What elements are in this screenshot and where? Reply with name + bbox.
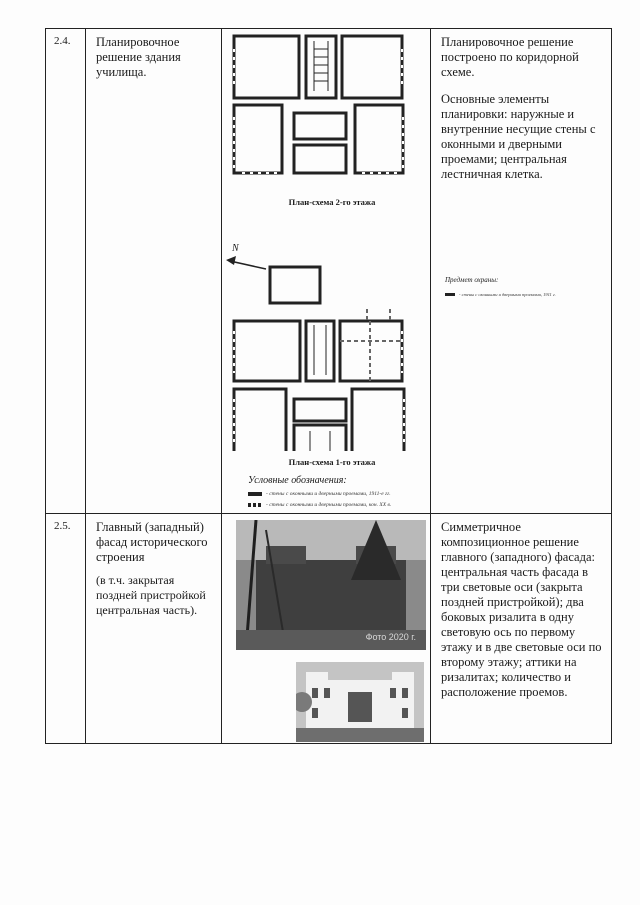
legend-item-2 — [248, 502, 391, 508]
facade-historic-photo — [296, 662, 424, 742]
protection-table — [45, 28, 612, 744]
dashed-wall-swatch — [248, 503, 262, 507]
second-floor-plan — [222, 29, 431, 204]
facade-photo-2020 — [236, 520, 426, 650]
row-title — [86, 514, 222, 744]
protection-swatch — [445, 293, 455, 296]
facade-photo-drawing — [236, 520, 426, 650]
legend-item-1-label: - стены с оконными и дверными проемами, 1911-е гг. — [266, 491, 391, 497]
legend-item-1 — [248, 491, 391, 497]
row-description: Симметричное композиционное решение главного (западного) фасада: центральная часть фасада в три световые оси (закрыта поздней пристройкой); два боковых ризалита в одну световую ось по первому этажу и в две световые оси по второму этажу; аттики на ризалитах; количество и расположение проемов. — [431, 514, 612, 744]
legend-item-2-label: - стены с оконными и дверными проемами, кон. XX в. — [266, 502, 392, 508]
plan2-caption: План-схема 2-го этажа — [288, 197, 376, 207]
photo-caption: Фото 2020 г. — [365, 632, 416, 642]
solid-wall-swatch — [248, 492, 262, 496]
row-subtitle: (в т.ч. закрытая поздней пристройкой центральная часть). — [96, 573, 206, 617]
table-row-2-4 — [46, 29, 612, 514]
protection-item-label: - стены с оконными и дверными проемами, 1911 г. — [459, 292, 556, 297]
table-row-2-5 — [46, 514, 612, 744]
historic-photo-drawing — [296, 662, 424, 742]
first-floor-plan — [222, 261, 431, 451]
plans-cell — [222, 29, 431, 514]
protection-item — [445, 287, 556, 302]
photos-cell — [222, 514, 431, 744]
legend-title: Условные обозначения: — [248, 475, 347, 486]
description-paragraph-1: Планировочное решение построено по коридорной схеме. — [441, 35, 579, 79]
row-title-text: Главный (западный) фасад исторического строения — [96, 520, 208, 564]
protection-title: Предмет охраны: — [445, 276, 499, 284]
row-number: 2.5. — [46, 514, 86, 744]
description-paragraph-2: Основные элементы планировки: наружные и внутренние несущие стены с оконными и дверными проемами; центральная лестничная клетка. — [441, 92, 596, 181]
row-description — [431, 29, 612, 514]
plan1-caption: План-схема 1-го этажа — [288, 457, 376, 467]
north-label: N — [232, 243, 239, 254]
row-title: Планировочное решение здания училища. — [86, 29, 222, 514]
row-number: 2.4. — [46, 29, 86, 514]
